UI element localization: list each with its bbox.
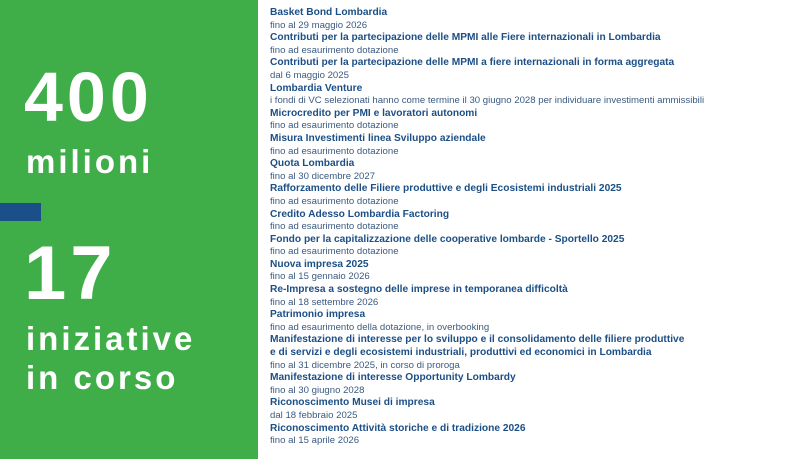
amount-unit: milioni <box>26 143 154 180</box>
item-title[interactable]: Quota Lombardia <box>270 158 355 170</box>
item-title[interactable]: Microcredito per PMI e lavoratori autonomi <box>270 107 478 119</box>
item-title[interactable]: Manifestazione di interesse per lo sviluppo e il consolidamento delle filiere produttive <box>270 334 685 346</box>
list-item <box>270 309 795 334</box>
count-label <box>26 320 195 398</box>
list-item <box>270 423 795 448</box>
item-desc: fino ad esaurimento dotazione <box>270 44 399 56</box>
item-title[interactable]: Fondo per la capitalizzazione delle cooperative lombarde - Sportello 2025 <box>270 233 625 245</box>
item-title[interactable]: Contributi per la partecipazione delle MPMI a fiere internazionali in forma aggregata <box>270 57 675 69</box>
item-desc: fino ad esaurimento dotazione <box>270 145 399 157</box>
item-title[interactable]: Re-Impresa a sostegno delle imprese in temporanea difficoltà <box>270 284 568 296</box>
count-value: 17 <box>24 231 117 316</box>
list-item <box>270 183 795 208</box>
item-desc: fino al 15 aprile 2026 <box>270 435 360 447</box>
list-item <box>270 334 795 372</box>
count-label-line2: in corso <box>26 358 179 396</box>
item-desc: i fondi di VC selezionati hanno come termine il 30 giugno 2028 per individuare investimenti ammissibili <box>270 95 705 107</box>
item-desc: fino ad esaurimento dotazione <box>270 221 399 233</box>
item-title[interactable]: Misura Investimenti linea Sviluppo aziendale <box>270 132 486 144</box>
item-desc: fino ad esaurimento della dotazione, in overbooking <box>270 321 490 333</box>
item-title[interactable]: Contributi per la partecipazione delle MPMI alle Fiere internazionali in Lombardia <box>270 32 661 44</box>
list-item <box>270 234 795 259</box>
list-item <box>270 259 795 284</box>
count-label-line1: iniziative <box>26 320 196 357</box>
item-desc: fino al 15 gennaio 2026 <box>270 271 370 283</box>
item-desc: dal 18 febbraio 2025 <box>270 410 358 421</box>
item-title[interactable]: Rafforzamento delle Filiere produttive e degli Ecosistemi industriali 2025 <box>270 183 622 195</box>
item-title[interactable]: Manifestazione di interesse Opportunity Lombardy <box>270 372 516 384</box>
item-title[interactable]: Patrimonio impresa <box>270 309 366 321</box>
item-title[interactable]: Nuova impresa 2025 <box>270 258 369 270</box>
list-item <box>270 158 795 183</box>
list-item <box>270 57 795 82</box>
item-desc: fino ad esaurimento dotazione <box>270 120 399 132</box>
amount-value: 400 <box>24 58 153 136</box>
item-desc: fino al 18 settembre 2026 <box>270 296 379 308</box>
initiatives-list <box>270 7 795 448</box>
list-item <box>270 83 795 108</box>
item-desc: fino ad esaurimento dotazione <box>270 246 399 258</box>
list-item <box>270 209 795 234</box>
list-item <box>270 133 795 158</box>
item-desc: fino al 29 maggio 2026 <box>270 19 368 31</box>
item-title-continued[interactable]: e di servizi e degli ecosistemi industriali, produttivi ed economici in Lombardia <box>270 347 652 359</box>
stats-panel <box>0 0 258 459</box>
item-desc: fino ad esaurimento dotazione <box>270 195 399 207</box>
item-title[interactable]: Lombardia Venture <box>270 82 363 94</box>
list-item <box>270 32 795 57</box>
divider-bar <box>0 203 41 221</box>
list-item <box>270 372 795 397</box>
item-desc: fino al 30 giugno 2028 <box>270 384 365 396</box>
item-title[interactable]: Riconoscimento Attività storiche e di tradizione 2026 <box>270 422 526 434</box>
item-desc: fino al 30 dicembre 2027 <box>270 170 376 182</box>
item-title[interactable]: Riconoscimento Musei di impresa <box>270 397 435 409</box>
list-item <box>270 7 795 32</box>
item-title[interactable]: Basket Bond Lombardia <box>270 7 388 18</box>
item-title[interactable]: Credito Adesso Lombardia Factoring <box>270 208 450 220</box>
item-desc: fino al 31 dicembre 2025, in corso di proroga <box>270 359 460 371</box>
list-item <box>270 108 795 133</box>
list-item <box>270 397 795 422</box>
list-item <box>270 284 795 309</box>
item-desc: dal 6 maggio 2025 <box>270 69 349 81</box>
